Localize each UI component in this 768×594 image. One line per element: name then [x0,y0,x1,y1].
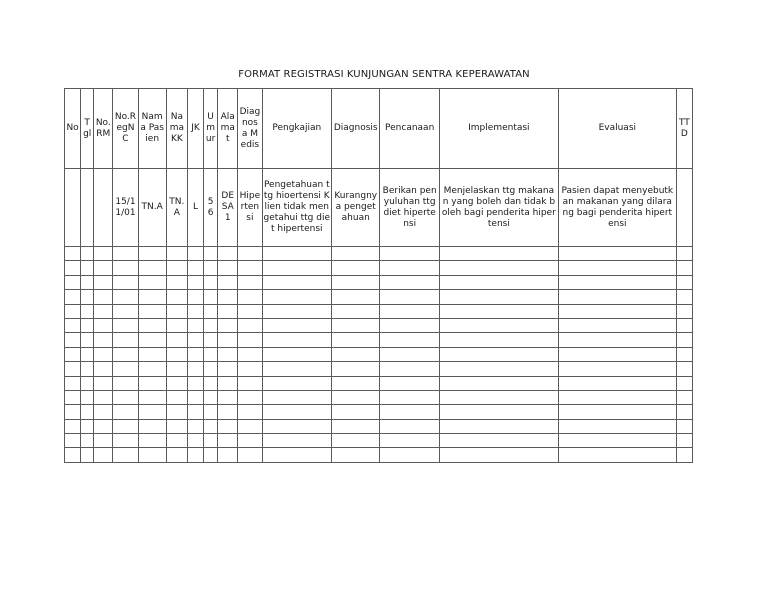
blank-cell [187,290,203,304]
blank-cell [262,333,332,347]
header-diagnosis: Diagnosis [332,89,380,169]
entry-no [65,169,81,247]
blank-cell [166,247,187,261]
blank-cell [187,448,203,462]
entry-no-regnc: 15/11/01 [113,169,138,247]
blank-row [65,434,693,448]
blank-cell [113,290,138,304]
blank-cell [218,347,238,361]
blank-cell [676,376,692,390]
blank-cell [380,290,439,304]
blank-cell [380,448,439,462]
blank-cell [138,318,166,332]
entry-evaluasi: Pasien dapat menyebutkan makanan yang dilarang bagi penderita hipertensi [558,169,676,247]
blank-cell [94,376,113,390]
blank-cell [238,405,262,419]
blank-cell [138,247,166,261]
blank-cell [113,362,138,376]
blank-cell [138,405,166,419]
blank-cell [439,261,558,275]
blank-cell [204,448,218,462]
blank-cell [81,290,94,304]
entry-nama-pasien: TN.A [138,169,166,247]
blank-cell [558,362,676,376]
blank-cell [332,362,380,376]
blank-cell [380,333,439,347]
blank-cell [380,362,439,376]
entry-no-rm [94,169,113,247]
blank-cell [558,434,676,448]
blank-cell [439,390,558,404]
blank-cell [138,275,166,289]
blank-cell [81,304,94,318]
blank-cell [81,275,94,289]
blank-cell [113,434,138,448]
blank-row [65,275,693,289]
blank-cell [138,304,166,318]
blank-cell [65,304,81,318]
blank-cell [558,318,676,332]
entry-nama-kk: TN.A [166,169,187,247]
blank-cell [380,434,439,448]
blank-cell [332,448,380,462]
blank-cell [187,362,203,376]
blank-cell [94,318,113,332]
form-title: FORMAT REGISTRASI KUNJUNGAN SENTRA KEPERAWATAN [238,69,530,80]
blank-cell [204,275,218,289]
blank-cell [238,261,262,275]
blank-cell [187,434,203,448]
blank-cell [380,318,439,332]
blank-cell [94,275,113,289]
blank-cell [218,390,238,404]
blank-cell [262,275,332,289]
blank-cell [238,376,262,390]
blank-cell [238,390,262,404]
blank-cell [218,290,238,304]
blank-cell [439,362,558,376]
header-implementasi: Implementasi [439,89,558,169]
blank-cell [676,304,692,318]
blank-cell [65,405,81,419]
blank-cell [558,275,676,289]
blank-cell [558,247,676,261]
blank-cell [94,333,113,347]
blank-cell [138,434,166,448]
entry-diagnosis: Kurangnya pengetahuan [332,169,380,247]
blank-cell [676,333,692,347]
blank-cell [439,333,558,347]
header-no-regnc: No.RegNC [113,89,138,169]
blank-cell [204,347,218,361]
blank-cell [262,304,332,318]
blank-cell [94,419,113,433]
blank-cell [332,347,380,361]
blank-cell [81,261,94,275]
blank-cell [166,448,187,462]
blank-cell [332,247,380,261]
blank-row [65,333,693,347]
blank-row [65,362,693,376]
blank-cell [558,290,676,304]
header-tgl: Tgl [81,89,94,169]
blank-cell [166,261,187,275]
blank-cell [166,290,187,304]
header-pencanaan: Pencanaan [380,89,439,169]
blank-cell [94,304,113,318]
registration-table [64,88,693,463]
blank-cell [676,448,692,462]
header-nama-kk: Nama KK [166,89,187,169]
blank-row [65,448,693,462]
blank-cell [204,290,218,304]
blank-cell [204,247,218,261]
blank-cell [65,390,81,404]
blank-cell [138,362,166,376]
blank-cell [676,247,692,261]
blank-cell [65,419,81,433]
blank-cell [238,448,262,462]
blank-row [65,261,693,275]
blank-cell [138,347,166,361]
blank-cell [332,333,380,347]
blank-cell [94,405,113,419]
blank-cell [113,333,138,347]
blank-cell [204,405,218,419]
blank-cell [166,318,187,332]
blank-cell [558,405,676,419]
blank-cell [94,362,113,376]
blank-cell [81,376,94,390]
blank-cell [332,261,380,275]
header-alamat: Alamat [218,89,238,169]
blank-cell [65,434,81,448]
blank-cell [380,247,439,261]
blank-cell [166,434,187,448]
blank-cell [218,275,238,289]
blank-cell [218,434,238,448]
entry-pengkajian: Pengetahuan ttg hioertensi Klien tidak mengetahui ttg diet hipertensi [262,169,332,247]
blank-cell [138,419,166,433]
blank-cell [380,304,439,318]
blank-cell [218,419,238,433]
blank-cell [558,333,676,347]
blank-cell [380,261,439,275]
blank-cell [380,376,439,390]
blank-cell [332,275,380,289]
blank-cell [81,419,94,433]
blank-cell [439,304,558,318]
blank-cell [187,275,203,289]
blank-row [65,247,693,261]
blank-cell [81,405,94,419]
header-evaluasi: Evaluasi [558,89,676,169]
blank-row [65,290,693,304]
header-nama-pasien: Nama Pasien [138,89,166,169]
blank-cell [81,247,94,261]
blank-row [65,419,693,433]
blank-cell [65,275,81,289]
blank-cell [332,304,380,318]
entry-row [65,169,693,247]
blank-cell [94,290,113,304]
blank-cell [332,376,380,390]
blank-cell [439,347,558,361]
blank-cell [65,333,81,347]
blank-cell [166,275,187,289]
blank-cell [94,390,113,404]
blank-cell [332,318,380,332]
blank-cell [676,290,692,304]
blank-cell [439,247,558,261]
blank-cell [262,347,332,361]
blank-cell [262,448,332,462]
blank-cell [81,347,94,361]
blank-cell [676,318,692,332]
blank-cell [238,419,262,433]
blank-cell [166,376,187,390]
blank-cell [94,448,113,462]
blank-cell [113,405,138,419]
entry-jk: L [187,169,203,247]
blank-cell [218,247,238,261]
blank-cell [138,390,166,404]
blank-cell [81,434,94,448]
blank-cell [187,304,203,318]
blank-cell [187,261,203,275]
blank-cell [113,448,138,462]
blank-cell [238,290,262,304]
blank-rows [65,247,693,463]
header-row [65,89,693,169]
blank-cell [218,448,238,462]
blank-cell [558,448,676,462]
entry-umur: 56 [204,169,218,247]
blank-cell [439,376,558,390]
blank-cell [676,261,692,275]
blank-cell [204,261,218,275]
blank-cell [332,434,380,448]
blank-cell [439,448,558,462]
header-diagnosa-medis: Diagnosa Medis [238,89,262,169]
blank-cell [113,247,138,261]
header-no-rm: No.RM [94,89,113,169]
blank-cell [113,347,138,361]
blank-cell [558,376,676,390]
blank-row [65,376,693,390]
blank-cell [558,347,676,361]
blank-cell [138,448,166,462]
blank-cell [166,362,187,376]
blank-cell [204,376,218,390]
blank-cell [439,419,558,433]
blank-cell [238,333,262,347]
blank-cell [187,318,203,332]
blank-cell [204,304,218,318]
blank-cell [218,261,238,275]
blank-cell [187,419,203,433]
blank-cell [439,318,558,332]
blank-cell [238,304,262,318]
blank-cell [676,275,692,289]
blank-cell [238,362,262,376]
blank-cell [65,261,81,275]
blank-cell [218,333,238,347]
blank-cell [218,376,238,390]
blank-cell [81,448,94,462]
blank-cell [187,390,203,404]
blank-cell [204,362,218,376]
blank-cell [238,247,262,261]
blank-cell [439,434,558,448]
blank-cell [81,362,94,376]
blank-cell [113,275,138,289]
blank-cell [262,376,332,390]
blank-cell [204,434,218,448]
blank-cell [81,333,94,347]
blank-cell [380,275,439,289]
blank-cell [81,318,94,332]
blank-cell [558,419,676,433]
blank-cell [187,247,203,261]
blank-row [65,347,693,361]
blank-cell [332,405,380,419]
blank-cell [166,419,187,433]
header-no: No [65,89,81,169]
entry-ttd [676,169,692,247]
blank-cell [204,318,218,332]
blank-cell [187,376,203,390]
blank-cell [94,347,113,361]
entry-diagnosa-medis: Hipertensi [238,169,262,247]
blank-cell [262,362,332,376]
blank-cell [166,333,187,347]
blank-cell [332,419,380,433]
blank-cell [262,318,332,332]
blank-cell [218,362,238,376]
blank-cell [238,318,262,332]
blank-cell [113,419,138,433]
entry-implementasi: Menjelaskan ttg makanan yang boleh dan tidak boleh bagi penderita hipertensi [439,169,558,247]
blank-cell [262,419,332,433]
blank-cell [439,405,558,419]
blank-cell [94,261,113,275]
blank-cell [65,318,81,332]
blank-cell [187,405,203,419]
entry-alamat: DESA1 [218,169,238,247]
blank-cell [65,347,81,361]
header-pengkajian: Pengkajian [262,89,332,169]
blank-cell [138,333,166,347]
blank-cell [380,347,439,361]
blank-cell [204,333,218,347]
blank-cell [65,448,81,462]
blank-cell [218,304,238,318]
entry-tgl [81,169,94,247]
blank-cell [439,290,558,304]
blank-cell [262,247,332,261]
blank-row [65,304,693,318]
blank-cell [166,405,187,419]
blank-cell [676,419,692,433]
blank-cell [380,390,439,404]
blank-cell [262,261,332,275]
blank-cell [262,405,332,419]
blank-cell [218,318,238,332]
blank-cell [676,390,692,404]
blank-cell [113,376,138,390]
blank-cell [676,362,692,376]
blank-cell [262,290,332,304]
blank-cell [65,362,81,376]
blank-cell [113,304,138,318]
blank-cell [238,275,262,289]
blank-cell [65,376,81,390]
blank-cell [138,376,166,390]
blank-cell [238,347,262,361]
blank-cell [238,434,262,448]
blank-cell [187,347,203,361]
blank-cell [558,390,676,404]
blank-row [65,390,693,404]
blank-row [65,318,693,332]
blank-cell [187,333,203,347]
entry-pencanaan: Berikan penyuluhan ttg diet hipertensi [380,169,439,247]
blank-cell [94,247,113,261]
blank-cell [138,290,166,304]
header-jk: JK [187,89,203,169]
blank-cell [65,290,81,304]
header-umur: Umur [204,89,218,169]
blank-cell [113,390,138,404]
blank-cell [166,390,187,404]
blank-cell [94,434,113,448]
blank-cell [166,304,187,318]
blank-cell [558,261,676,275]
blank-cell [204,390,218,404]
blank-cell [204,419,218,433]
blank-cell [113,318,138,332]
blank-cell [138,261,166,275]
blank-cell [65,247,81,261]
header-ttd: TTD [676,89,692,169]
blank-cell [676,347,692,361]
blank-cell [558,304,676,318]
blank-cell [332,290,380,304]
blank-cell [380,419,439,433]
blank-cell [166,347,187,361]
blank-cell [113,261,138,275]
blank-cell [676,434,692,448]
blank-cell [81,390,94,404]
blank-cell [380,405,439,419]
blank-cell [676,405,692,419]
blank-cell [439,275,558,289]
blank-cell [218,405,238,419]
blank-cell [332,390,380,404]
blank-cell [262,390,332,404]
blank-row [65,405,693,419]
blank-cell [262,434,332,448]
